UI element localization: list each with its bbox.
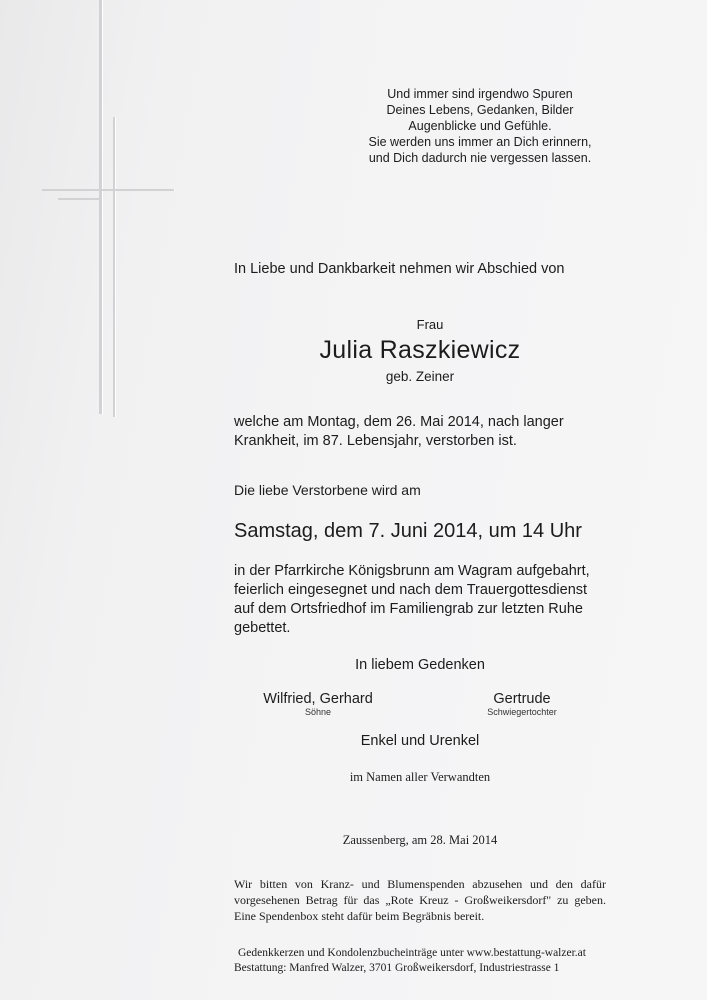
ceremony-line: feierlich eingesegnet und nach dem Trauergottesdienst <box>234 582 588 598</box>
funeral-date: Samstag, dem 7. Juni 2014, um 14 Uhr <box>234 520 582 542</box>
poem-line: Augenblicke und Gefühle. <box>408 119 552 133</box>
mourner-role: Söhne <box>304 707 332 717</box>
intro-text: In Liebe und Dankbarkeit nehmen wir Abschied von <box>234 261 565 277</box>
mourner-sons <box>238 691 398 717</box>
death-notice-line: Krankheit, im 87. Lebensjahr, verstorben ist. <box>234 433 517 449</box>
ceremony-line: auf dem Ortsfriedhof im Familiengrab zur letzten Ruhe <box>234 601 583 617</box>
cross-vertical-line-right <box>113 117 115 417</box>
donation-note-line: vorgesehenen Betrag für das „Rote Kreuz - Großweikersdorf" zu geben. <box>234 893 606 907</box>
donation-note-line: Eine Spendenbox steht dafür beim Begräbnis bereit. <box>234 909 485 923</box>
mourner-role: Schwiegertochter <box>487 707 557 717</box>
donation-note-line: Wir bitten von Kranz- und Blumenspenden abzusehen und den dafür <box>234 877 606 891</box>
poem-line: Sie werden uns immer an Dich erinnern, <box>368 135 592 149</box>
donation-note <box>234 876 606 924</box>
title-frau: Frau <box>416 317 444 332</box>
mourner-names: Wilfried, Gerhard <box>263 691 373 707</box>
cross-horizontal-line <box>42 189 174 191</box>
ceremony-text <box>234 562 590 638</box>
death-notice <box>234 413 564 451</box>
cross-horizontal-line-lower <box>58 198 102 200</box>
ceremony-line: in der Pfarrkirche Königsbrunn am Wagram aufgebahrt, <box>234 563 590 579</box>
remembrance-heading: In liebem Gedenken <box>355 657 485 673</box>
grandchildren: Enkel und Urenkel <box>360 733 480 749</box>
poem-line: Deines Lebens, Gedanken, Bilder <box>386 103 574 117</box>
mourner-daughter-in-law <box>462 691 582 717</box>
poem <box>330 86 630 166</box>
deceased-name: Julia Raszkiewicz <box>319 336 521 364</box>
death-notice-line: welche am Montag, dem 26. Mai 2014, nach langer <box>234 414 564 430</box>
maiden-name: geb. Zeiner <box>385 369 455 384</box>
footer-funeral-home: Bestattung: Manfred Walzer, 3701 Großweikersdorf, Industriestrasse 1 <box>234 962 560 974</box>
mourner-names: Gertrude <box>493 691 551 707</box>
place-date: Zaussenberg, am 28. Mai 2014 <box>342 833 498 847</box>
poem-line: Und immer sind irgendwo Spuren <box>387 87 573 101</box>
footer-condolence: Gedenkkerzen und Kondolenzbucheinträge unter www.bestattung-walzer.at <box>238 947 586 959</box>
ceremony-line: gebettet. <box>234 620 291 636</box>
announcement: Die liebe Verstorbene wird am <box>234 482 421 498</box>
poem-line: und Dich dadurch nie vergessen lassen. <box>368 151 592 165</box>
cross-vertical-line <box>99 0 102 414</box>
relatives-note: im Namen aller Verwandten <box>349 770 491 784</box>
